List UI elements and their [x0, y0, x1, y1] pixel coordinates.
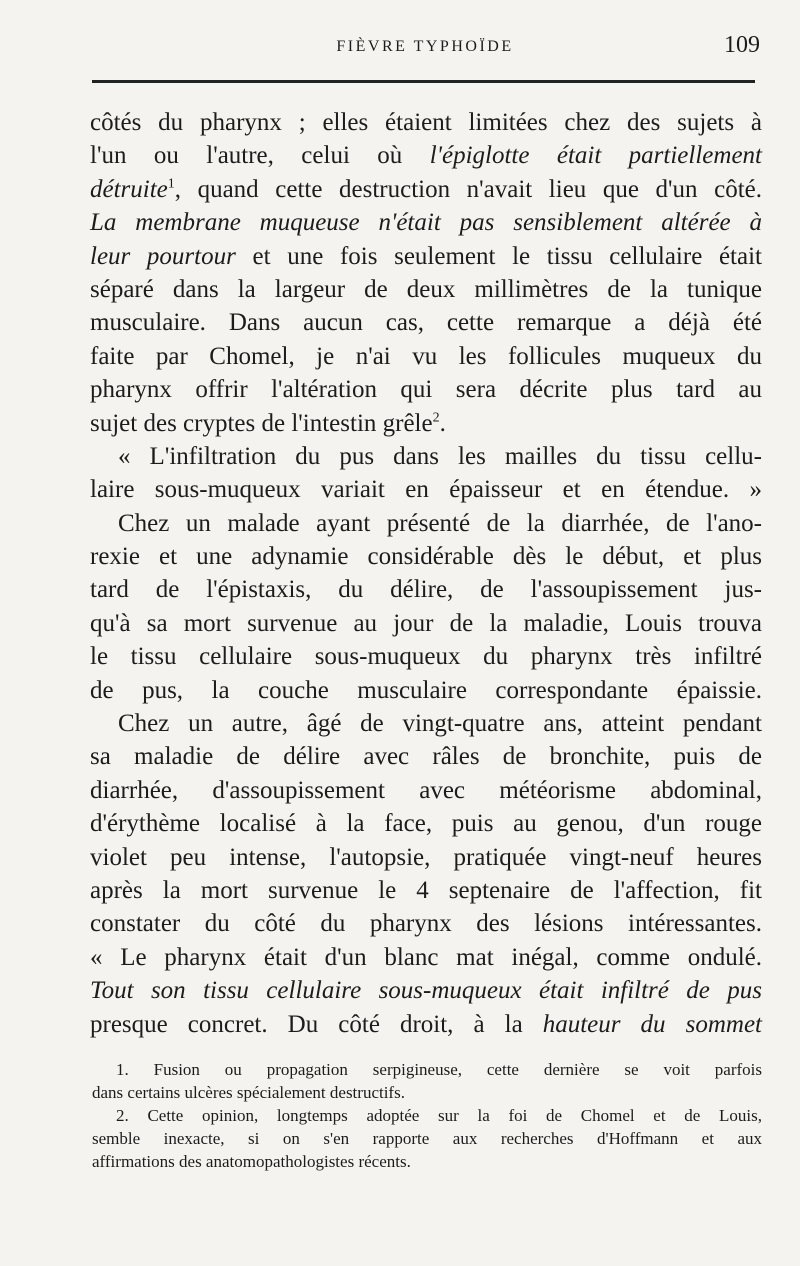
text-line: leur pourtour et une fois seulement le tissu cellulaire était	[90, 242, 762, 270]
text-line: sujet des cryptes de l'intestin grêle$^2$.	[90, 409, 446, 437]
footnote-line: dans certains ulcères spécialement destructifs.	[92, 1083, 405, 1102]
text-line: constater du côté du pharynx des lésions intéressantes.	[90, 910, 762, 938]
text-line: détruite$^1$, quand cette destruction n'avait lieu que d'un côté.	[90, 175, 762, 203]
text-line: « Le pharynx était d'un blanc mat inégal, comme ondulé.	[90, 943, 762, 971]
text-line: presque concret. Du côté droit, à la hauteur du sommet	[90, 1010, 762, 1038]
text-line: l'un ou l'autre, celui où l'épiglotte était partiellement	[90, 142, 762, 170]
text-line: qu'à sa mort survenue au jour de la maladie, Louis trouva	[90, 609, 762, 637]
text-line: tard de l'épistaxis, du délire, de l'assoupissement jus-	[90, 576, 762, 604]
text-line: « L'infiltration du pus dans les mailles du tissu cellu-	[118, 442, 762, 470]
header-rule	[92, 80, 755, 83]
footnotes	[92, 1058, 762, 1173]
text-line: diarrhée, d'assoupissement avec météorisme abdominal,	[90, 776, 762, 804]
body-text	[90, 106, 762, 1041]
text-line: d'érythème localisé à la face, puis au genou, d'un rouge	[90, 810, 762, 838]
footnote-2: 2. Cette opinion, longtemps adoptée sur la foi de Chomel et de Louis,	[116, 1106, 762, 1125]
running-title: FIÈVRE TYPHOÏDE	[336, 38, 514, 55]
text-line: sa maladie de délire avec râles de bronchite, puis de	[90, 743, 762, 771]
running-head	[90, 30, 760, 64]
text-line: le tissu cellulaire sous-muqueux du pharynx très infiltré	[90, 643, 762, 671]
page-number: 109	[724, 32, 760, 58]
text-line: séparé dans la largeur de deux millimètres de la tunique	[90, 275, 762, 303]
text-line: musculaire. Dans aucun cas, cette remarque a déjà été	[90, 309, 762, 337]
text-line: Tout son tissu cellulaire sous-muqueux était infiltré de pus	[90, 977, 762, 1005]
text-line: laire sous-muqueux variait en épaisseur et en étendue. »	[90, 476, 762, 504]
footnote-line: semble inexacte, si on s'en rapporte aux recherches d'Hoffmann et aux	[92, 1129, 762, 1148]
text-line: La membrane muqueuse n'était pas sensiblement altérée à	[90, 209, 762, 237]
text-line: Chez un malade ayant présenté de la diarrhée, de l'ano-	[118, 509, 762, 537]
text-line: côtés du pharynx ; elles étaient limitées chez des sujets à	[90, 109, 762, 136]
footnote-ref: 2	[432, 410, 440, 426]
text-line: violet peu intense, l'autopsie, pratiquée vingt-neuf heures	[90, 843, 762, 871]
text-line: après la mort survenue le 4 septenaire de l'affection, fit	[90, 876, 762, 904]
text-line: Chez un autre, âgé de vingt-quatre ans, atteint pendant	[118, 710, 762, 738]
footnote-line: affirmations des anatomopathologistes récents.	[92, 1152, 411, 1171]
footnote-1: 1. Fusion ou propagation serpigineuse, cette dernière se voit parfois	[116, 1060, 762, 1079]
text-line: de pus, la couche musculaire correspondante épaissie.	[90, 676, 762, 704]
text-line: pharynx offrir l'altération qui sera décrite plus tard au	[90, 376, 762, 404]
footnote-ref: 1	[167, 176, 175, 192]
text-line: faite par Chomel, je n'ai vu les follicules muqueux du	[90, 342, 762, 370]
text-line: rexie et une adynamie considérable dès le début, et plus	[90, 543, 762, 571]
